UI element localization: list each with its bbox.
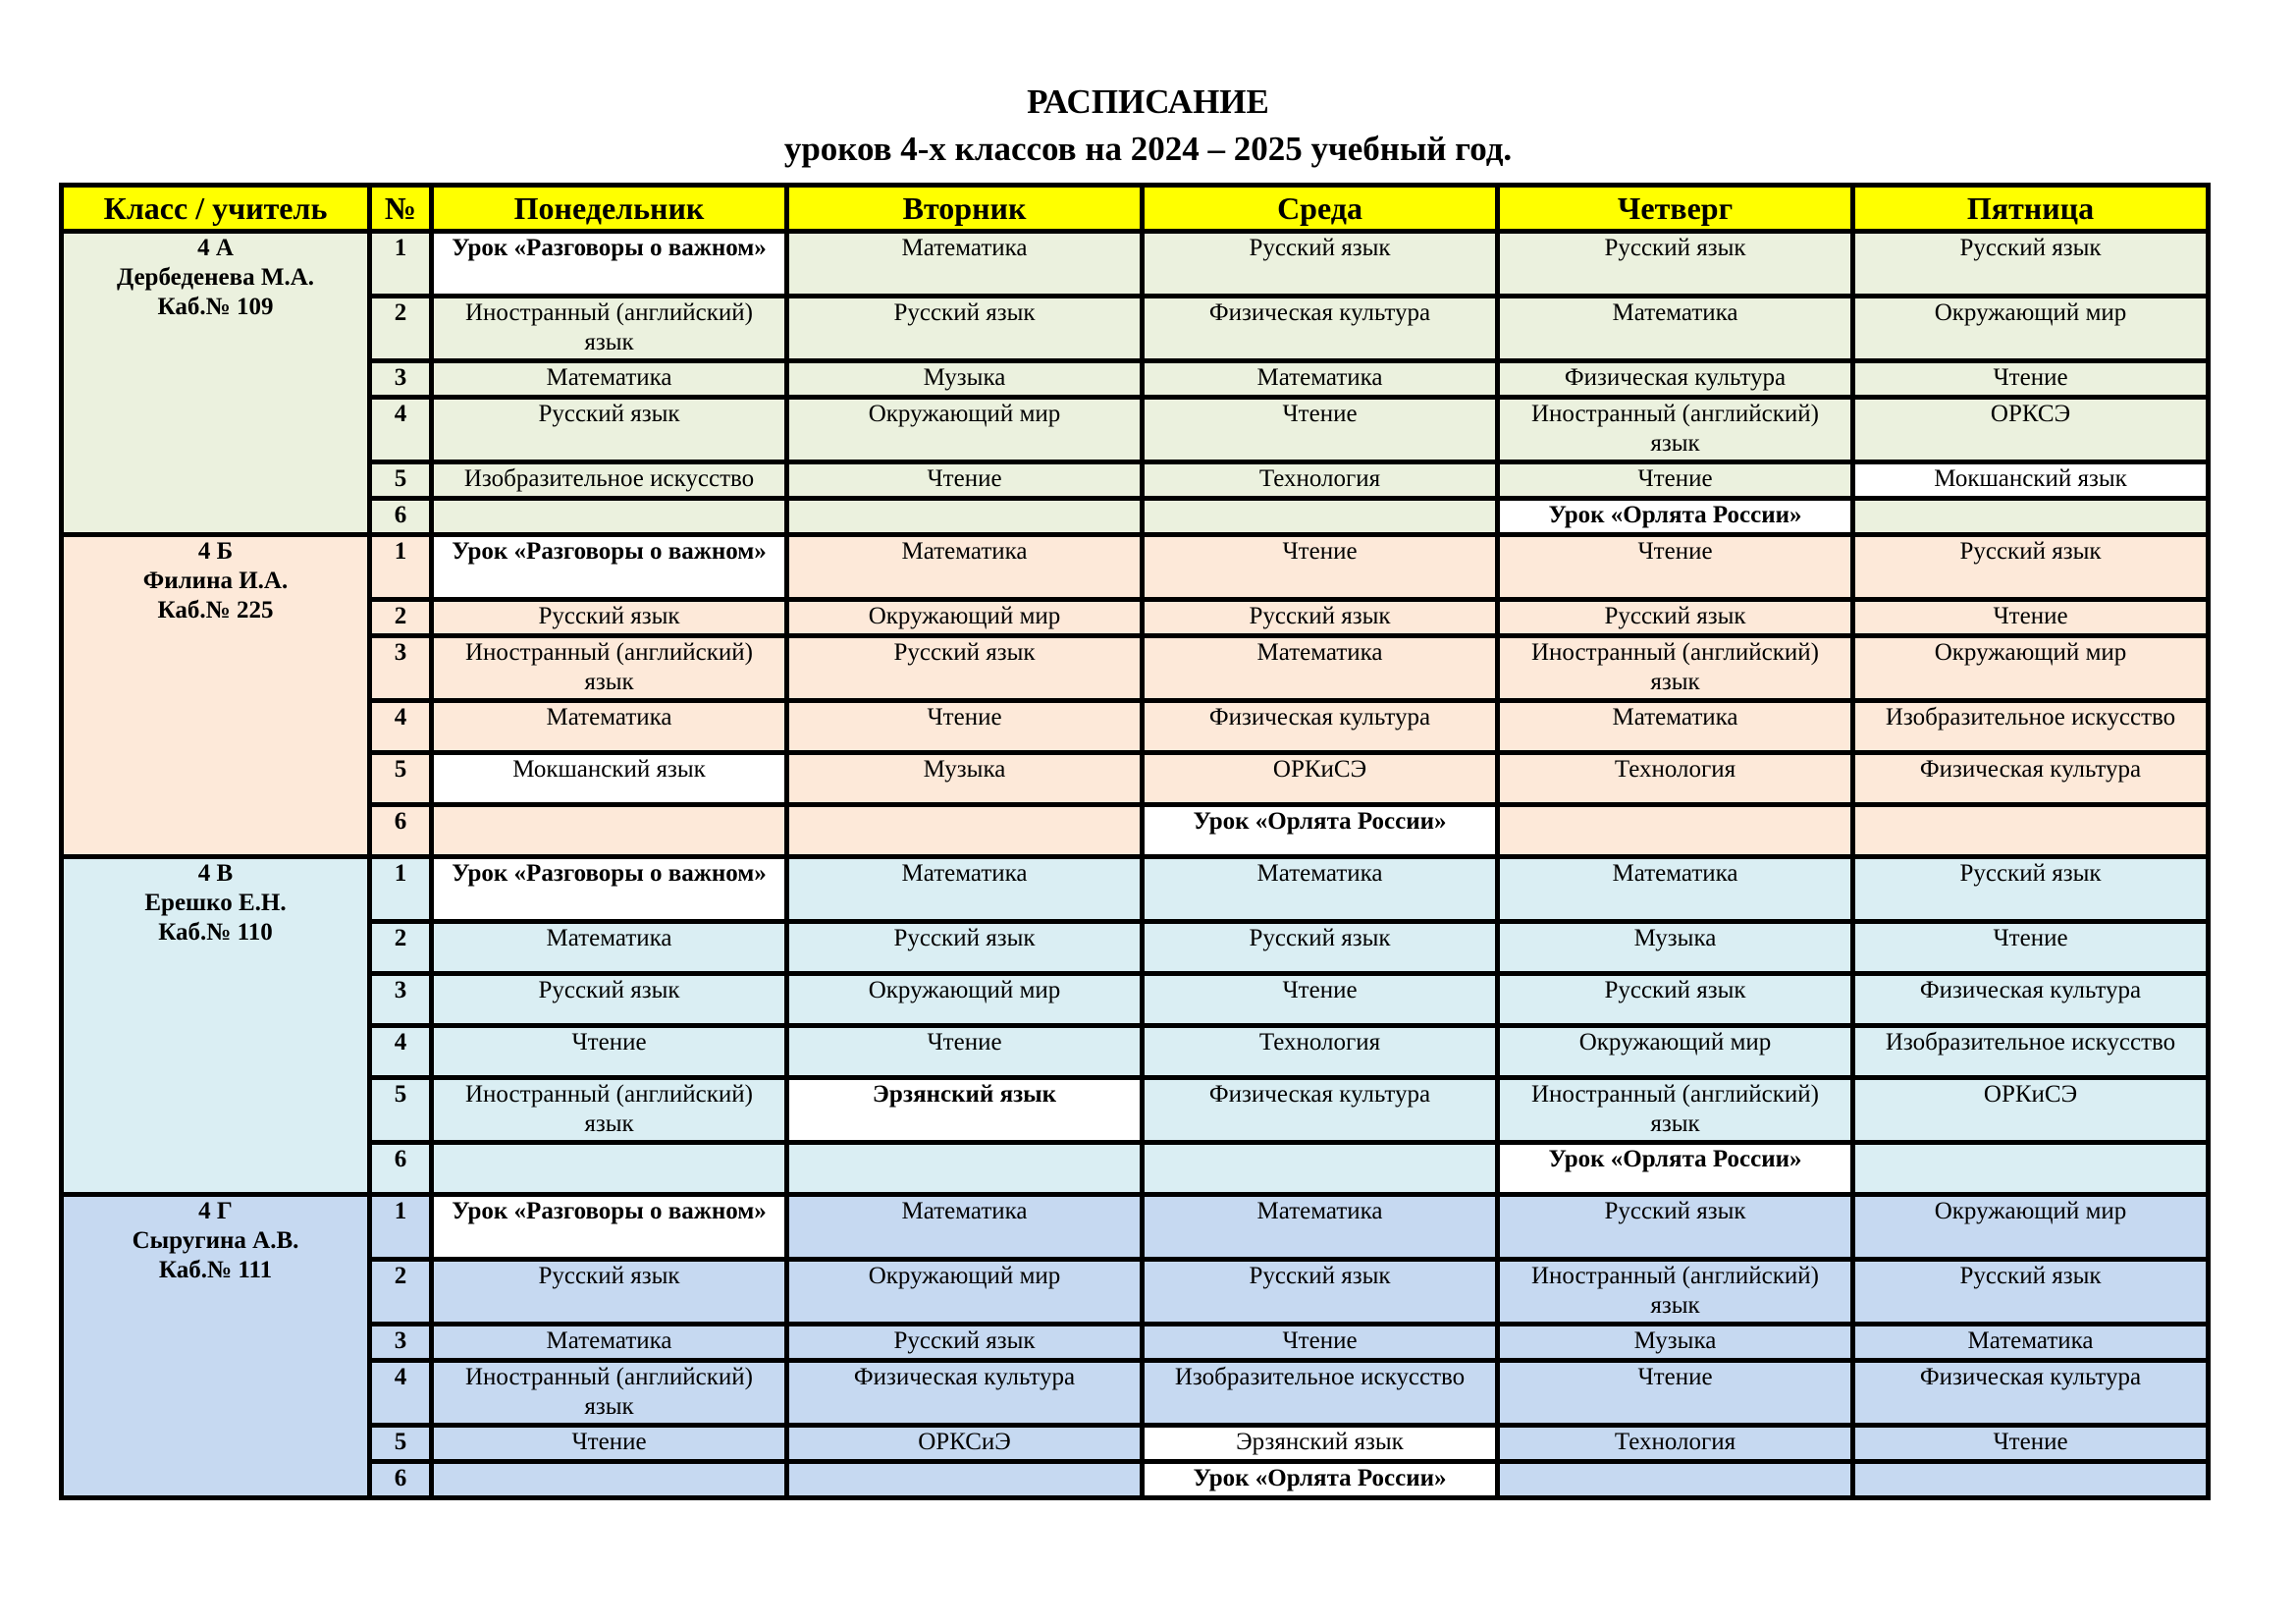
lesson-cell-tuesday: Русский язык — [787, 922, 1143, 974]
lesson-cell-tuesday: Музыка — [787, 753, 1143, 805]
class-info-cell — [62, 1195, 370, 1498]
lesson-cell-wednesday: Чтение — [1143, 398, 1498, 462]
lesson-cell-monday: Урок «Разговоры о важном» — [432, 1195, 787, 1260]
lesson-cell-monday: Чтение — [432, 1426, 787, 1462]
lesson-cell-monday: Русский язык — [432, 398, 787, 462]
header-row — [62, 186, 2209, 232]
lesson-cell-friday: Чтение — [1853, 1426, 2209, 1462]
table-row — [62, 857, 2209, 922]
class-name: 4 А — [197, 235, 234, 261]
lesson-cell-friday: Русский язык — [1853, 232, 2209, 297]
lesson-cell-monday: Урок «Разговоры о важном» — [432, 857, 787, 922]
lesson-cell-friday: Окружающий мир — [1853, 297, 2209, 361]
lesson-number: 4 — [370, 398, 432, 462]
lesson-cell-wednesday: Чтение — [1143, 535, 1498, 600]
class-info-cell — [62, 232, 370, 535]
table-row — [62, 974, 2209, 1026]
lesson-number: 3 — [370, 974, 432, 1026]
lesson-cell-wednesday: Русский язык — [1143, 232, 1498, 297]
lesson-cell-friday: Физическая культура — [1853, 1361, 2209, 1426]
lesson-cell-wednesday: Эрзянский язык — [1143, 1426, 1498, 1462]
lesson-number: 2 — [370, 922, 432, 974]
lesson-cell-monday — [432, 1143, 787, 1195]
lesson-cell-friday — [1853, 1462, 2209, 1498]
lesson-cell-thursday: Технология — [1498, 753, 1853, 805]
table-row — [62, 232, 2209, 297]
lesson-cell-wednesday: Физическая культура — [1143, 1078, 1498, 1143]
lesson-number: 1 — [370, 857, 432, 922]
lesson-cell-tuesday: Русский язык — [787, 297, 1143, 361]
lesson-number: 6 — [370, 805, 432, 857]
lesson-cell-tuesday: Окружающий мир — [787, 1260, 1143, 1325]
lesson-cell-wednesday: Физическая культура — [1143, 297, 1498, 361]
lesson-cell-wednesday: Урок «Орлята России» — [1143, 1462, 1498, 1498]
lesson-cell-tuesday: Чтение — [787, 1026, 1143, 1078]
lesson-cell-thursday: Урок «Орлята России» — [1498, 1143, 1853, 1195]
table-row — [62, 1426, 2209, 1462]
lesson-cell-monday: Чтение — [432, 1026, 787, 1078]
lesson-cell-wednesday: ОРКиСЭ — [1143, 753, 1498, 805]
header-number: № — [370, 186, 432, 232]
lesson-cell-friday: Русский язык — [1853, 1260, 2209, 1325]
lesson-cell-friday: Физическая культура — [1853, 753, 2209, 805]
lesson-cell-friday: Чтение — [1853, 361, 2209, 398]
class-info-cell — [62, 857, 370, 1195]
lesson-cell-friday: Изобразительное искусство — [1853, 1026, 2209, 1078]
lesson-cell-friday: Окружающий мир — [1853, 636, 2209, 701]
lesson-cell-thursday: Чтение — [1498, 1361, 1853, 1426]
class-name: 4 В — [197, 860, 234, 887]
class-name: 4 Б — [197, 538, 234, 565]
lesson-cell-tuesday: Математика — [787, 232, 1143, 297]
lesson-cell-friday: Русский язык — [1853, 535, 2209, 600]
header-day-thursday: Четверг — [1498, 186, 1853, 232]
table-row — [62, 462, 2209, 499]
table-row — [62, 1462, 2209, 1498]
header-day-tuesday: Вторник — [787, 186, 1143, 232]
lesson-cell-thursday: Музыка — [1498, 1325, 1853, 1361]
lesson-cell-wednesday: Чтение — [1143, 974, 1498, 1026]
class-teacher: Филина И.А. — [142, 568, 289, 594]
lesson-cell-tuesday: Математика — [787, 1195, 1143, 1260]
lesson-cell-monday — [432, 1462, 787, 1498]
lesson-cell-monday: Иностранный (английский) язык — [432, 1361, 787, 1426]
table-row — [62, 753, 2209, 805]
lesson-cell-monday: Русский язык — [432, 600, 787, 636]
table-row — [62, 1361, 2209, 1426]
lesson-cell-thursday — [1498, 805, 1853, 857]
lesson-cell-tuesday: Эрзянский язык — [787, 1078, 1143, 1143]
lesson-cell-tuesday: Чтение — [787, 701, 1143, 753]
lesson-cell-tuesday: Русский язык — [787, 636, 1143, 701]
lesson-cell-thursday: Русский язык — [1498, 600, 1853, 636]
lesson-number: 6 — [370, 1462, 432, 1498]
lesson-number: 3 — [370, 1325, 432, 1361]
lesson-cell-thursday: Иностранный (английский) язык — [1498, 1260, 1853, 1325]
lesson-cell-thursday: Иностранный (английский) язык — [1498, 398, 1853, 462]
lesson-number: 5 — [370, 1078, 432, 1143]
header-day-friday: Пятница — [1853, 186, 2209, 232]
lesson-number: 3 — [370, 636, 432, 701]
lesson-number: 2 — [370, 297, 432, 361]
lesson-cell-thursday: Музыка — [1498, 922, 1853, 974]
class-room: Каб.№ 109 — [157, 294, 274, 320]
lesson-cell-monday: Изобразительное искусство — [432, 462, 787, 499]
lesson-cell-monday: Иностранный (английский) язык — [432, 636, 787, 701]
lesson-cell-friday: Математика — [1853, 1325, 2209, 1361]
lesson-cell-monday — [432, 805, 787, 857]
lesson-cell-friday: Физическая культура — [1853, 974, 2209, 1026]
table-row — [62, 297, 2209, 361]
schedule-table — [59, 183, 2211, 1500]
lesson-cell-thursday: Технология — [1498, 1426, 1853, 1462]
table-row — [62, 1143, 2209, 1195]
table-row — [62, 600, 2209, 636]
lesson-cell-wednesday: Русский язык — [1143, 922, 1498, 974]
lesson-cell-tuesday: Физическая культура — [787, 1361, 1143, 1426]
lesson-number: 6 — [370, 1143, 432, 1195]
lesson-cell-thursday: Математика — [1498, 857, 1853, 922]
lesson-cell-thursday: Иностранный (английский) язык — [1498, 636, 1853, 701]
lesson-number: 6 — [370, 499, 432, 535]
table-row — [62, 1260, 2209, 1325]
lesson-number: 1 — [370, 535, 432, 600]
lesson-cell-tuesday — [787, 499, 1143, 535]
class-room: Каб.№ 225 — [157, 597, 274, 623]
lesson-cell-tuesday: Музыка — [787, 361, 1143, 398]
lesson-number: 1 — [370, 1195, 432, 1260]
lesson-cell-wednesday: Математика — [1143, 857, 1498, 922]
table-row — [62, 499, 2209, 535]
lesson-cell-thursday: Физическая культура — [1498, 361, 1853, 398]
lesson-cell-tuesday: Окружающий мир — [787, 974, 1143, 1026]
lesson-cell-monday: Мокшанский язык — [432, 753, 787, 805]
table-row — [62, 1026, 2209, 1078]
lesson-cell-thursday: Урок «Орлята России» — [1498, 499, 1853, 535]
lesson-cell-friday: ОРКСЭ — [1853, 398, 2209, 462]
lesson-cell-friday: Мокшанский язык — [1853, 462, 2209, 499]
lesson-cell-wednesday: Математика — [1143, 636, 1498, 701]
lesson-cell-wednesday: Русский язык — [1143, 1260, 1498, 1325]
lesson-cell-monday: Иностранный (английский) язык — [432, 297, 787, 361]
lesson-cell-thursday: Русский язык — [1498, 232, 1853, 297]
table-row — [62, 1078, 2209, 1143]
lesson-cell-friday: ОРКиСЭ — [1853, 1078, 2209, 1143]
class-teacher: Дербеденева М.А. — [116, 264, 315, 291]
lesson-cell-friday: Изобразительное искусство — [1853, 701, 2209, 753]
class-name: 4 Г — [198, 1198, 233, 1224]
lesson-cell-thursday — [1498, 1462, 1853, 1498]
table-row — [62, 1325, 2209, 1361]
class-room: Каб.№ 111 — [158, 1257, 273, 1283]
table-row — [62, 701, 2209, 753]
lesson-cell-friday: Чтение — [1853, 600, 2209, 636]
lesson-cell-thursday: Иностранный (английский) язык — [1498, 1078, 1853, 1143]
lesson-cell-thursday: Русский язык — [1498, 974, 1853, 1026]
lesson-cell-wednesday: Математика — [1143, 361, 1498, 398]
lesson-number: 2 — [370, 1260, 432, 1325]
lesson-number: 5 — [370, 462, 432, 499]
header-day-wednesday: Среда — [1143, 186, 1498, 232]
lesson-cell-thursday: Окружающий мир — [1498, 1026, 1853, 1078]
lesson-cell-monday: Урок «Разговоры о важном» — [432, 535, 787, 600]
lesson-cell-monday: Математика — [432, 1325, 787, 1361]
lesson-cell-wednesday: Технология — [1143, 1026, 1498, 1078]
lesson-cell-tuesday: ОРКСиЭ — [787, 1426, 1143, 1462]
lesson-number: 2 — [370, 600, 432, 636]
lesson-cell-wednesday: Урок «Орлята России» — [1143, 805, 1498, 857]
lesson-cell-wednesday: Математика — [1143, 1195, 1498, 1260]
lesson-cell-monday: Русский язык — [432, 974, 787, 1026]
lesson-cell-friday: Русский язык — [1853, 857, 2209, 922]
lesson-cell-thursday: Чтение — [1498, 535, 1853, 600]
lesson-cell-wednesday: Изобразительное искусство — [1143, 1361, 1498, 1426]
lesson-cell-tuesday — [787, 1462, 1143, 1498]
header-class-teacher: Класс / учитель — [62, 186, 370, 232]
lesson-cell-monday: Математика — [432, 701, 787, 753]
lesson-cell-monday — [432, 499, 787, 535]
lesson-cell-wednesday — [1143, 499, 1498, 535]
table-row — [62, 398, 2209, 462]
lesson-cell-friday — [1853, 1143, 2209, 1195]
lesson-number: 4 — [370, 701, 432, 753]
lesson-cell-tuesday: Русский язык — [787, 1325, 1143, 1361]
class-teacher: Сыругина А.В. — [132, 1227, 299, 1254]
lesson-cell-tuesday: Окружающий мир — [787, 600, 1143, 636]
lesson-cell-friday: Окружающий мир — [1853, 1195, 2209, 1260]
lesson-cell-wednesday: Русский язык — [1143, 600, 1498, 636]
title-line-1: РАСПИСАНИЕ — [1027, 82, 1269, 121]
lesson-number: 4 — [370, 1026, 432, 1078]
table-row — [62, 922, 2209, 974]
lesson-cell-wednesday: Физическая культура — [1143, 701, 1498, 753]
lesson-cell-tuesday: Окружающий мир — [787, 398, 1143, 462]
lesson-cell-tuesday: Чтение — [787, 462, 1143, 499]
lesson-cell-thursday: Математика — [1498, 297, 1853, 361]
lesson-number: 5 — [370, 753, 432, 805]
table-row — [62, 1195, 2209, 1260]
header-day-monday: Понедельник — [432, 186, 787, 232]
lesson-number: 4 — [370, 1361, 432, 1426]
lesson-cell-friday: Чтение — [1853, 922, 2209, 974]
lesson-cell-wednesday: Чтение — [1143, 1325, 1498, 1361]
lesson-number: 5 — [370, 1426, 432, 1462]
class-info-cell — [62, 535, 370, 857]
title-line-2: уроков 4-х классов на 2024 – 2025 учебный год. — [783, 130, 1513, 168]
table-row — [62, 636, 2209, 701]
lesson-cell-monday: Математика — [432, 922, 787, 974]
lesson-cell-thursday: Математика — [1498, 701, 1853, 753]
lesson-cell-tuesday: Математика — [787, 857, 1143, 922]
table-row — [62, 361, 2209, 398]
class-teacher: Ерешко Е.Н. — [144, 890, 287, 916]
lesson-number: 3 — [370, 361, 432, 398]
lesson-cell-tuesday: Математика — [787, 535, 1143, 600]
lesson-cell-wednesday: Технология — [1143, 462, 1498, 499]
table-row — [62, 535, 2209, 600]
lesson-cell-friday — [1853, 499, 2209, 535]
table-row — [62, 805, 2209, 857]
lesson-cell-monday: Урок «Разговоры о важном» — [432, 232, 787, 297]
lesson-cell-thursday: Чтение — [1498, 462, 1853, 499]
lesson-cell-monday: Иностранный (английский) язык — [432, 1078, 787, 1143]
lesson-cell-tuesday — [787, 805, 1143, 857]
lesson-cell-wednesday — [1143, 1143, 1498, 1195]
lesson-cell-friday — [1853, 805, 2209, 857]
lesson-cell-thursday: Русский язык — [1498, 1195, 1853, 1260]
document-title — [0, 79, 2296, 173]
lesson-cell-monday: Математика — [432, 361, 787, 398]
class-room: Каб.№ 110 — [158, 919, 273, 946]
lesson-cell-monday: Русский язык — [432, 1260, 787, 1325]
lesson-number: 1 — [370, 232, 432, 297]
lesson-cell-tuesday — [787, 1143, 1143, 1195]
